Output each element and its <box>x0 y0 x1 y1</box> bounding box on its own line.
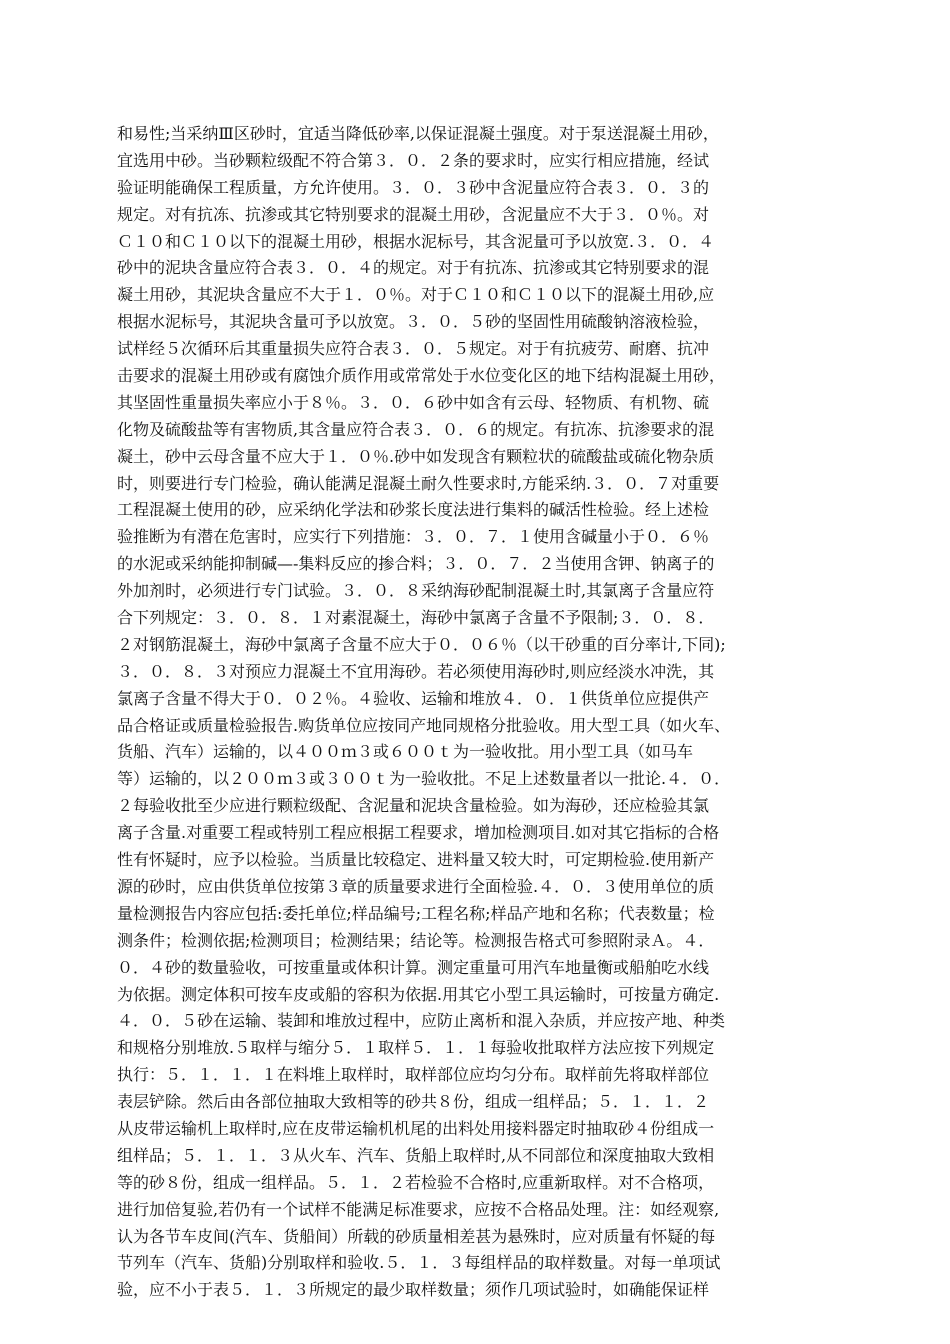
text-line: 其坚固性重量损失率应小于８％。３．０．６砂中如含有云母、轻物质、有机物、硫 <box>117 392 710 412</box>
text-line: 测条件；检测依据;检测项目；检测结果；结论等。检测报告格式可参照附录Ａ。４． <box>117 930 715 950</box>
text-line: 宜选用中砂。当砂颗粒级配不符合第３．０．２条的要求时，应实行相应措施，经试 <box>117 150 710 170</box>
text-line: 组样品；５．１．１．３从火车、汽车、货船上取样时,从不同部位和深度抽取大致相 <box>117 1145 715 1165</box>
text-line: 货船、汽车）运输的，以４００ｍ３或６００ｔ为一验收批。用小型工具（如马车 <box>117 742 694 762</box>
text-line: 的水泥或采纳能抑制碱—-集料反应的掺合料；３．０．７．２当使用含钾、钠离子的 <box>117 554 715 574</box>
text-line: 离子含量.对重要工程或特别工程应根据工程要求，增加检测项目.如对其它指标的合格 <box>117 823 720 843</box>
text-line: 击要求的混凝土用砂或有腐蚀介质作用或常常处于水位变化区的地下结构混凝土用砂， <box>117 366 726 386</box>
text-line: 量检测报告内容应包括:委托单位;样品编号;工程名称;样品产地和名称；代表数量；检 <box>117 903 715 923</box>
text-line: 验证明能确保工程质量，方允许使用。３．０．３砂中含泥量应符合表３．０．３的 <box>117 177 710 197</box>
text-line: 执行：５．１．１．１在料堆上取样时，取样部位应均匀分布。取样前先将取样部位 <box>117 1065 710 1085</box>
text-line: 规定。对有抗冻、抗渗或其它特别要求的混凝土用砂，含泥量应不大于３．０％。对 <box>117 204 710 224</box>
text-line: 认为各节车皮间(汽车、货船间）所载的砂质量相差甚为悬殊时，应对质量有怀疑的每 <box>117 1226 716 1246</box>
text-line: 验推断为有潜在危害时，应实行下列措施：３．０．７．１使用含碱量小于０．６％ <box>117 527 710 547</box>
text-line: 合下列规定：３．０．８．１对素混凝土，海砂中氯离子含量不予限制;３．０．８． <box>117 608 715 628</box>
text-line: 为依据。测定体积可按车皮或船的容积为依据.用其它小型工具运输时，可按量方确定. <box>117 984 720 1004</box>
text-line: 和易性;当采纳Ⅲ区砂时，宜适当降低砂率,以保证混凝土强度。对于泵送混凝土用砂， <box>117 124 719 143</box>
text-line: 从皮带运输机上取样时,应在皮带运输机机尾的出料处用接料器定时抽取砂４份组成一 <box>117 1118 715 1138</box>
text-line: 验，应不小于表５．１．３所规定的最少取样数量；须作几项试验时，如确能保证样 <box>117 1280 710 1300</box>
text-line: 性有怀疑时，应予以检验。当质量比较稳定、进料量又较大时，可定期检验.使用新产 <box>117 850 715 870</box>
text-line: 等的砂８份，组成一组样品。５．１．２若检验不合格时,应重新取样。对不合格项， <box>117 1172 715 1192</box>
text-line: 根据水泥标号，其泥块含量可予以放宽。３．０．５砂的坚固性用硫酸钠溶液检验， <box>117 312 710 332</box>
text-line: 品合格证或质量检验报告.购货单位应按同产地同规格分批验收。用大型工具（如火车、 <box>117 715 731 735</box>
text-line: ０．４砂的数量验收，可按重量或体积计算。测定重量可用汽车地量衡或船舶吃水线 <box>117 957 710 977</box>
text-line: ２每验收批至少应进行颗粒级配、含泥量和泥块含量检验。如为海砂，还应检验其氯 <box>117 796 710 816</box>
text-line: ２对钢筋混凝土，海砂中氯离子含量不应大于０．０６％（以干砂重的百分率计,下同); <box>117 634 726 654</box>
text-line: 和规格分别堆放.５取样与缩分５．１取样５．１．１每验收批取样方法应按下列规定 <box>117 1038 715 1058</box>
text-line: 工程混凝土使用的砂，应采纳化学法和砂浆长度法进行集料的碱活性检验。经上述检 <box>117 500 710 520</box>
text-line: 氯离子含量不得大于０．０２％。４验收、运输和堆放４．０．１供货单位应提供产 <box>117 688 710 708</box>
text-line: 试样经５次循环后其重量损失应符合表３．０．５规定。对于有抗疲劳、耐磨、抗冲 <box>117 339 710 359</box>
text-line: 进行加倍复验,若仍有一个试样不能满足标准要求，应按不合格品处理。注：如经观察, <box>117 1199 720 1219</box>
text-line: Ｃ１０和Ｃ１０以下的混凝土用砂，根据水泥标号，其含泥量可予以放宽.３．０．４ <box>117 231 715 251</box>
text-line: ４．０．５砂在运输、装卸和堆放过程中，应防止离析和混入杂质，并应按产地、种类 <box>117 1011 726 1031</box>
text-line: 表层铲除。然后由各部位抽取大致相等的砂共８份，组成一组样品；５．１．１．２ <box>117 1092 710 1112</box>
text-line: 砂中的泥块含量应符合表３．０．４的规定。对于有抗冻、抗渗或其它特别要求的混 <box>117 258 710 278</box>
text-line: 源的砂时，应由供货单位按第３章的质量要求进行全面检验.４．０．３使用单位的质 <box>117 876 715 896</box>
text-line: 凝土，砂中云母含量不应大于１．０％.砂中如发现含有颗粒状的硫酸盐或硫化物杂质 <box>117 446 715 466</box>
text-line: 节列车（汽车、货船)分别取样和验收.５．１．３每组样品的取样数量。对每一单项试 <box>117 1253 721 1273</box>
text-line: 等）运输的，以２００ｍ３或３００ｔ为一验收批。不足上述数量者以一批论.４．０． <box>117 769 731 789</box>
text-line: 时，则要进行专门检验，确认能满足混凝土耐久性要求时,方能采纳.３．０．７对重要 <box>117 473 720 493</box>
text-line: 凝土用砂，其泥块含量应不大于１．０％。对于Ｃ１０和Ｃ１０以下的混凝土用砂,应 <box>117 285 715 305</box>
text-line: 化物及硫酸盐等有害物质,其含量应符合表３．０．６的规定。有抗冻、抗渗要求的混 <box>117 419 715 439</box>
text-line: ３．０．８．３对预应力混凝土不宜用海砂。若必须使用海砂时,则应经淡水冲洗，其 <box>117 661 715 681</box>
body-text <box>117 121 837 1304</box>
text-line: 外加剂时，必须进行专门试验。３．０．８采纳海砂配制混凝土时,其氯离子含量应符 <box>117 581 715 601</box>
